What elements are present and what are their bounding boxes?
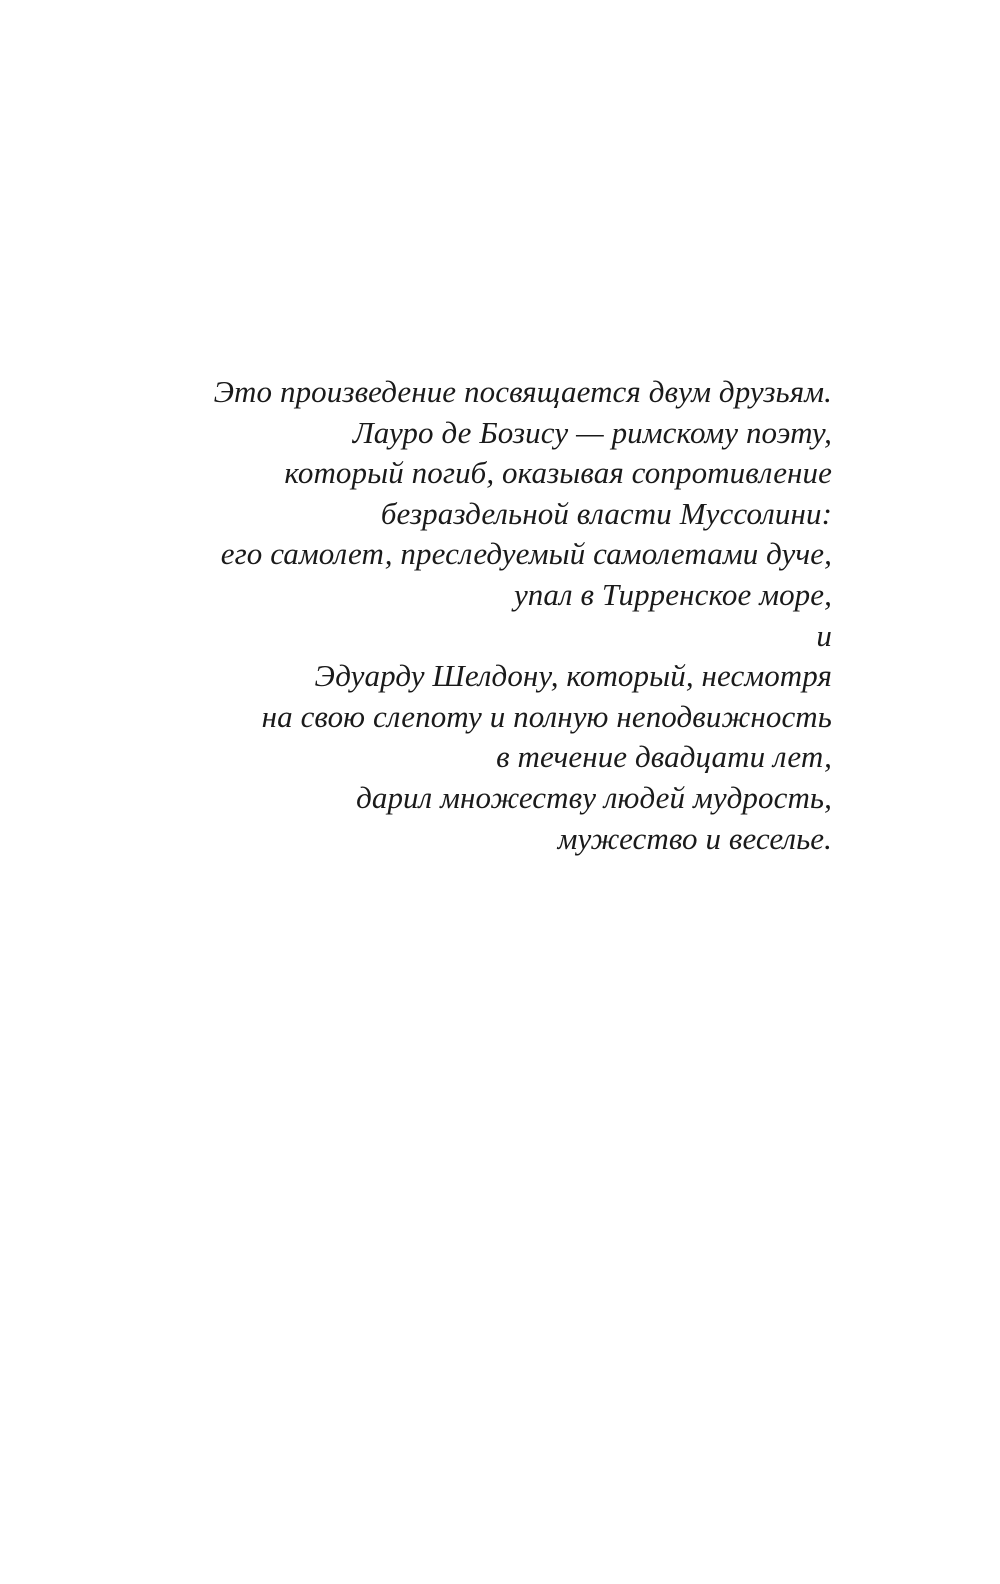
dedication-line: его самолет, преследуемый самолетами дуче, <box>220 536 832 572</box>
dedication-line: безраздельной власти Муссолини: <box>380 495 832 531</box>
dedication-line: Эдуарду Шелдону, который, несмотря <box>314 658 832 694</box>
dedication-line: и <box>816 617 832 653</box>
dedication-text <box>172 372 832 859</box>
dedication-line: Это произведение посвящается двум друзьям. <box>213 374 832 409</box>
dedication-line: упал в Тирренское море, <box>513 576 832 612</box>
dedication-line: который погиб, оказывая сопротивление <box>284 455 832 491</box>
dedication-line: Лауро де Бозису — римскому поэту, <box>352 414 832 450</box>
dedication-line: дарил множеству людей мудрость, <box>356 779 832 815</box>
dedication-line: в течение двадцати лет, <box>496 739 832 775</box>
dedication-line: на свою слепоту и полную неподвижность <box>261 698 832 734</box>
dedication-line: мужество и веселье. <box>557 820 832 856</box>
